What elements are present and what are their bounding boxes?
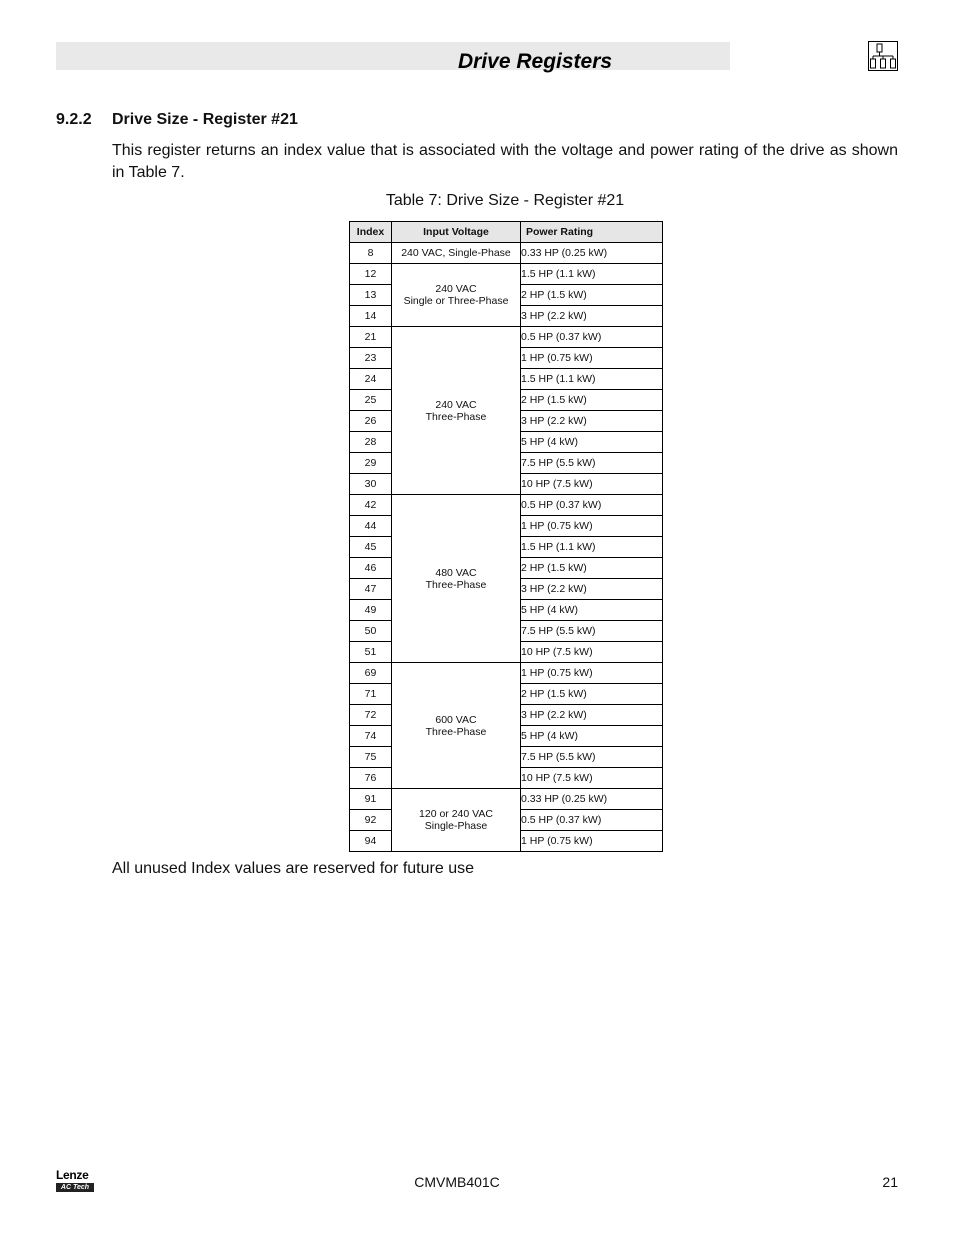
input-voltage-cell [392,264,521,327]
index-cell: 92 [350,810,392,831]
index-cell: 69 [350,663,392,684]
power-rating-cell: 5 HP (4 kW) [521,726,663,747]
table-row [350,327,663,348]
header-bar [56,42,730,70]
power-rating-cell: 10 HP (7.5 kW) [521,768,663,789]
power-rating-cell: 1 HP (0.75 kW) [521,831,663,852]
power-rating-cell: 3 HP (2.2 kW) [521,705,663,726]
logo-subtitle: AC Tech [56,1183,94,1192]
power-rating-cell: 7.5 HP (5.5 kW) [521,621,663,642]
power-rating-cell: 3 HP (2.2 kW) [521,579,663,600]
input-voltage-line: 600 VAC [435,713,477,726]
input-voltage-line: 240 VAC [435,283,477,295]
section-title: Drive Size - Register #21 [112,111,298,128]
table-row [350,495,663,516]
index-cell: 29 [350,453,392,474]
drive-size-table [349,221,663,852]
index-cell: 8 [350,243,392,264]
input-voltage-line: Three-Phase [425,725,487,738]
power-rating-cell: 7.5 HP (5.5 kW) [521,747,663,768]
power-rating-cell: 1.5 HP (1.1 kW) [521,537,663,558]
input-voltage-cell [392,663,521,789]
index-cell: 46 [350,558,392,579]
section-number: 9.2.2 [56,111,92,128]
index-cell: 74 [350,726,392,747]
input-voltage-line: Three-Phase [425,410,487,423]
header-power-rating: Power Rating [521,222,663,243]
index-cell: 21 [350,327,392,348]
input-voltage-line: Three-Phase [425,578,487,591]
input-voltage-line: 240 VAC [435,398,477,411]
index-cell: 75 [350,747,392,768]
index-cell: 28 [350,432,392,453]
table-row [350,264,663,285]
power-rating-cell: 0.5 HP (0.37 kW) [521,327,663,348]
power-rating-cell: 0.5 HP (0.37 kW) [521,495,663,516]
index-cell: 94 [350,831,392,852]
power-rating-cell: 0.5 HP (0.37 kW) [521,810,663,831]
input-voltage-line: 240 VAC, Single-Phase [401,247,511,259]
power-rating-cell: 5 HP (4 kW) [521,600,663,621]
power-rating-cell: 3 HP (2.2 kW) [521,411,663,432]
index-cell: 71 [350,684,392,705]
input-voltage-cell [392,495,521,663]
index-cell: 44 [350,516,392,537]
power-rating-cell: 0.33 HP (0.25 kW) [521,789,663,810]
table-header-row [350,222,663,243]
intro-paragraph: This register returns an index value that is associated with the voltage and power rating of the drive as shown in Table 7. [112,142,898,181]
table-row [350,663,663,684]
power-rating-cell: 2 HP (1.5 kW) [521,558,663,579]
index-cell: 42 [350,495,392,516]
index-cell: 23 [350,348,392,369]
power-rating-cell: 10 HP (7.5 kW) [521,642,663,663]
index-cell: 76 [350,768,392,789]
power-rating-cell: 1.5 HP (1.1 kW) [521,369,663,390]
index-cell: 26 [350,411,392,432]
power-rating-cell: 7.5 HP (5.5 kW) [521,453,663,474]
table-caption: Table 7: Drive Size - Register #21 [385,192,625,209]
page-title: Drive Registers [458,50,613,73]
table-row [350,243,663,264]
index-cell: 49 [350,600,392,621]
power-rating-cell: 3 HP (2.2 kW) [521,306,663,327]
power-rating-cell: 1 HP (0.75 kW) [521,348,663,369]
power-rating-cell: 2 HP (1.5 kW) [521,390,663,411]
power-rating-cell: 1 HP (0.75 kW) [521,516,663,537]
index-cell: 25 [350,390,392,411]
index-cell: 72 [350,705,392,726]
power-rating-cell: 2 HP (1.5 kW) [521,684,663,705]
index-cell: 13 [350,285,392,306]
input-voltage-line: 480 VAC [435,566,477,579]
index-cell: 50 [350,621,392,642]
header-input-voltage: Input Voltage [392,222,521,243]
index-cell: 30 [350,474,392,495]
index-cell: 51 [350,642,392,663]
power-rating-cell: 0.33 HP (0.25 kW) [521,243,663,264]
index-cell: 14 [350,306,392,327]
index-cell: 24 [350,369,392,390]
power-rating-cell: 1 HP (0.75 kW) [521,663,663,684]
power-rating-cell: 2 HP (1.5 kW) [521,285,663,306]
power-rating-cell: 10 HP (7.5 kW) [521,474,663,495]
header-index: Index [350,222,392,243]
document-code: CMVMB401C [414,1174,500,1190]
index-cell: 91 [350,789,392,810]
input-voltage-cell [392,327,521,495]
page-number: 21 [882,1174,898,1190]
network-drives-icon [868,41,898,71]
input-voltage-line: Single or Three-Phase [403,295,509,307]
index-cell: 12 [350,264,392,285]
input-voltage-cell [392,789,521,852]
logo-wordmark: Lenze [56,1168,89,1182]
footnote: All unused Index values are reserved for future use [112,860,474,877]
power-rating-cell: 5 HP (4 kW) [521,432,663,453]
index-cell: 45 [350,537,392,558]
input-voltage-line: 120 or 240 VAC [419,808,493,820]
input-voltage-cell [392,243,521,264]
table-row [350,789,663,810]
index-cell: 47 [350,579,392,600]
input-voltage-line: Single-Phase [424,820,488,832]
power-rating-cell: 1.5 HP (1.1 kW) [521,264,663,285]
